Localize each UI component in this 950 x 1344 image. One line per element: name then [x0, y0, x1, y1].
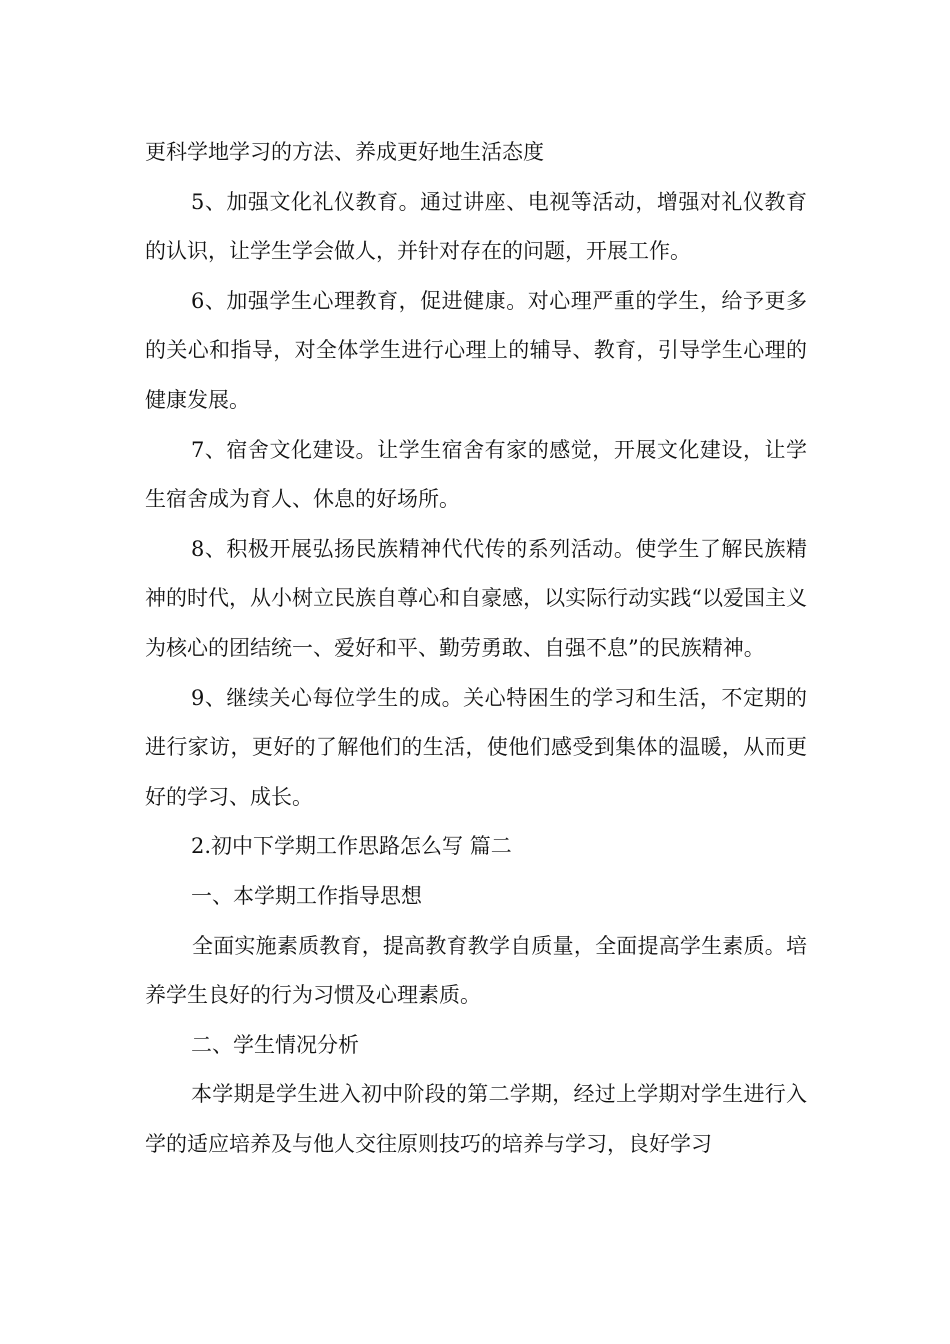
paragraph-item-9: 9、继续关心每位学生的成。关心特困生的学习和生活，不定期的进行家访，更好的了解他们的生活，使他们感受到集体的温暖，从而更好的学习、成长。 [145, 685, 807, 809]
paragraph-item-7: 7、宿舍文化建设。让学生宿舍有家的感觉，开展文化建设，让学生宿舍成为育人、休息的好场所。 [145, 437, 807, 512]
paragraph-student-analysis: 本学期是学生进入初中阶段的第二学期，经过上学期对学生进行入学的适应培养及与他人交往原则技巧的培养与学习，良好学习 [145, 1082, 807, 1156]
document-body [145, 128, 807, 1169]
paragraph-item-5: 5、加强文化礼仪教育。通过讲座、电视等活动，增强对礼仪教育的认识，让学生学会做人，并针对存在的问题，开展工作。 [145, 189, 807, 264]
paragraph-item-8: 8、积极开展弘扬民族精神代代传的系列活动。使学生了解民族精神的时代，从小树立民族自尊心和自豪感，以实际行动实践“以爱国主义为核心的团结统一、爱好和平、勤劳勇敢、自强不息”的民族精神。 [145, 536, 807, 660]
paragraph-continuation: 更科学地学习的方法、养成更好地生活态度 [145, 140, 544, 164]
subheading-student-analysis: 二、学生情况分析 [191, 1032, 359, 1057]
paragraph-guiding-thought: 全面实施素质教育，提高教育教学自质量，全面提高学生素质。培养学生良好的行为习惯及心理素质。 [145, 933, 807, 1008]
subheading-guiding-thought: 一、本学期工作指导思想 [191, 883, 422, 908]
paragraph-item-6: 6、加强学生心理教育，促进健康。对心理严重的学生，给予更多的关心和指导，对全体学生进行心理上的辅导、教育，引导学生心理的健康发展。 [145, 288, 807, 412]
section-heading-part-two: 2.初中下学期工作思路怎么写 篇二 [191, 834, 512, 859]
